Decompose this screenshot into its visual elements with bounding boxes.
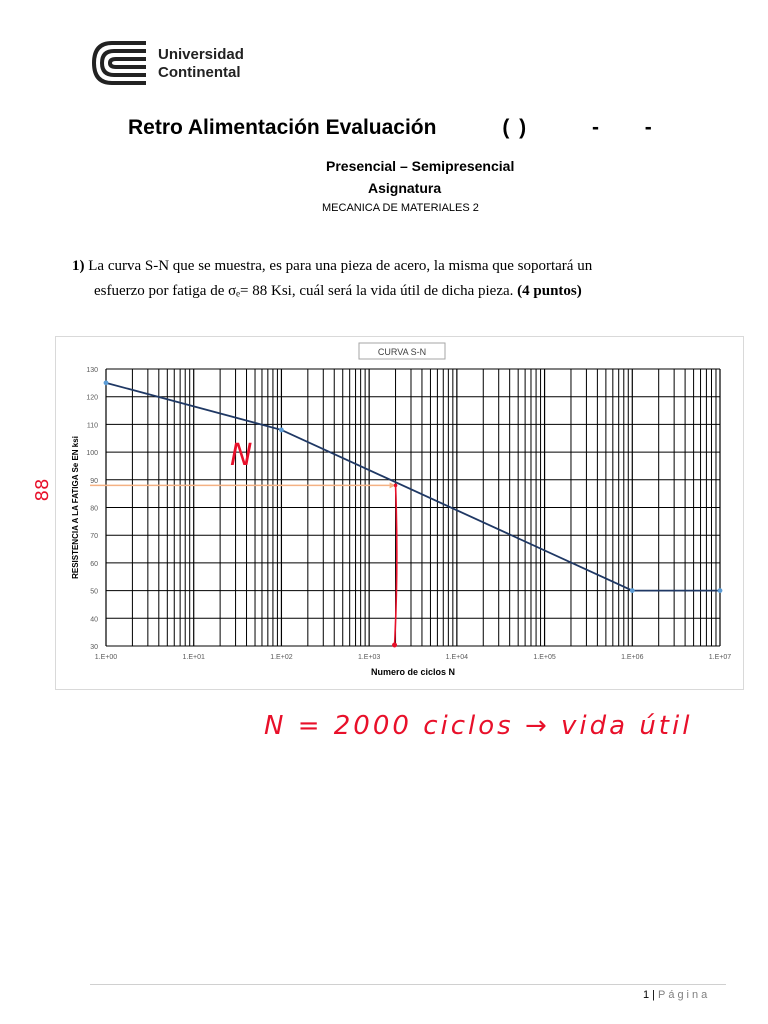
question-1 — [72, 254, 722, 304]
handwritten-answer-text: N = 2000 ciclos → vida útil — [264, 711, 693, 741]
sn-curve-point — [104, 380, 109, 385]
y-tick-label: 60 — [90, 560, 98, 568]
y-tick-label: 50 — [90, 588, 98, 596]
chart-title: CURVA S-N — [377, 347, 427, 357]
footer-divider — [90, 984, 726, 985]
document-title-text: Retro Alimentación Evaluación — [128, 116, 437, 139]
y-tick-label: 100 — [86, 450, 98, 458]
x-tick-label: 1.E+03 — [357, 654, 381, 661]
question-points: (4 puntos) — [517, 283, 582, 299]
title-dashes: - - — [591, 116, 672, 139]
y-axis-label: RESISTENCIA A LA FATIGA Se EN ksi — [71, 436, 80, 579]
cycles-pen-dot — [392, 643, 397, 648]
sn-curve-point — [279, 428, 284, 433]
y-tick-label: 40 — [90, 616, 98, 624]
y-tick-label: 80 — [90, 505, 98, 513]
page-footer — [643, 989, 710, 1001]
title-blanks: ( ) — [502, 116, 529, 139]
logo-mark-icon — [94, 43, 146, 83]
intersection-dot — [394, 484, 398, 488]
y-tick-label: 110 — [86, 422, 98, 430]
subject-name: MECANICA DE MATERIALES 2 — [322, 202, 479, 214]
chart-series — [104, 380, 723, 593]
x-tick-label: 1.E+01 — [182, 654, 205, 661]
sn-chart — [55, 336, 744, 690]
logo-text — [158, 46, 244, 82]
handwritten-88: 88 — [32, 478, 53, 502]
chart-annotations — [90, 438, 397, 648]
x-axis-label: Numero de ciclos N — [370, 667, 456, 677]
sn-chart-svg — [56, 337, 743, 689]
subject-label: Asignatura — [368, 180, 442, 196]
x-tick-label: 1.E+07 — [708, 654, 732, 661]
x-tick-label: 1.E+06 — [621, 654, 644, 661]
y-tick-label: 70 — [90, 533, 98, 541]
footer-separator: | — [652, 989, 655, 1001]
question-text-line-2: esfuerzo por fatiga de σₑ= 88 Ksi, cuál será la vida útil de dicha pieza. — [94, 283, 514, 299]
document-title — [128, 116, 672, 140]
handwritten-n-mark: N — [230, 438, 253, 473]
y-tick-labels — [86, 367, 98, 651]
question-number: 1) — [72, 258, 85, 274]
x-tick-label: 1.E+04 — [445, 654, 469, 661]
logo-line-1: Universidad — [158, 46, 244, 63]
page-number: 1 — [643, 989, 650, 1001]
x-tick-label: 1.E+00 — [94, 654, 118, 661]
chart-grid — [106, 369, 720, 646]
page-word: Página — [657, 989, 711, 1001]
logo-line-2: Continental — [158, 64, 241, 81]
y-tick-label: 120 — [86, 394, 98, 402]
question-text-line-1: La curva S-N que se muestra, es para una pieza de acero, la misma que soportará un — [88, 258, 593, 274]
y-tick-label: 90 — [90, 477, 98, 485]
handwritten-answer — [260, 700, 700, 750]
modality-label: Presencial – Semipresencial — [326, 158, 515, 174]
x-tick-labels — [95, 654, 731, 661]
sn-curve-point — [718, 588, 723, 593]
y-tick-label: 130 — [86, 367, 98, 374]
y-tick-label: 30 — [90, 644, 98, 651]
x-tick-label: 1.E+05 — [533, 654, 556, 661]
sn-curve-point — [630, 588, 635, 593]
x-tick-label: 1.E+02 — [270, 654, 293, 661]
